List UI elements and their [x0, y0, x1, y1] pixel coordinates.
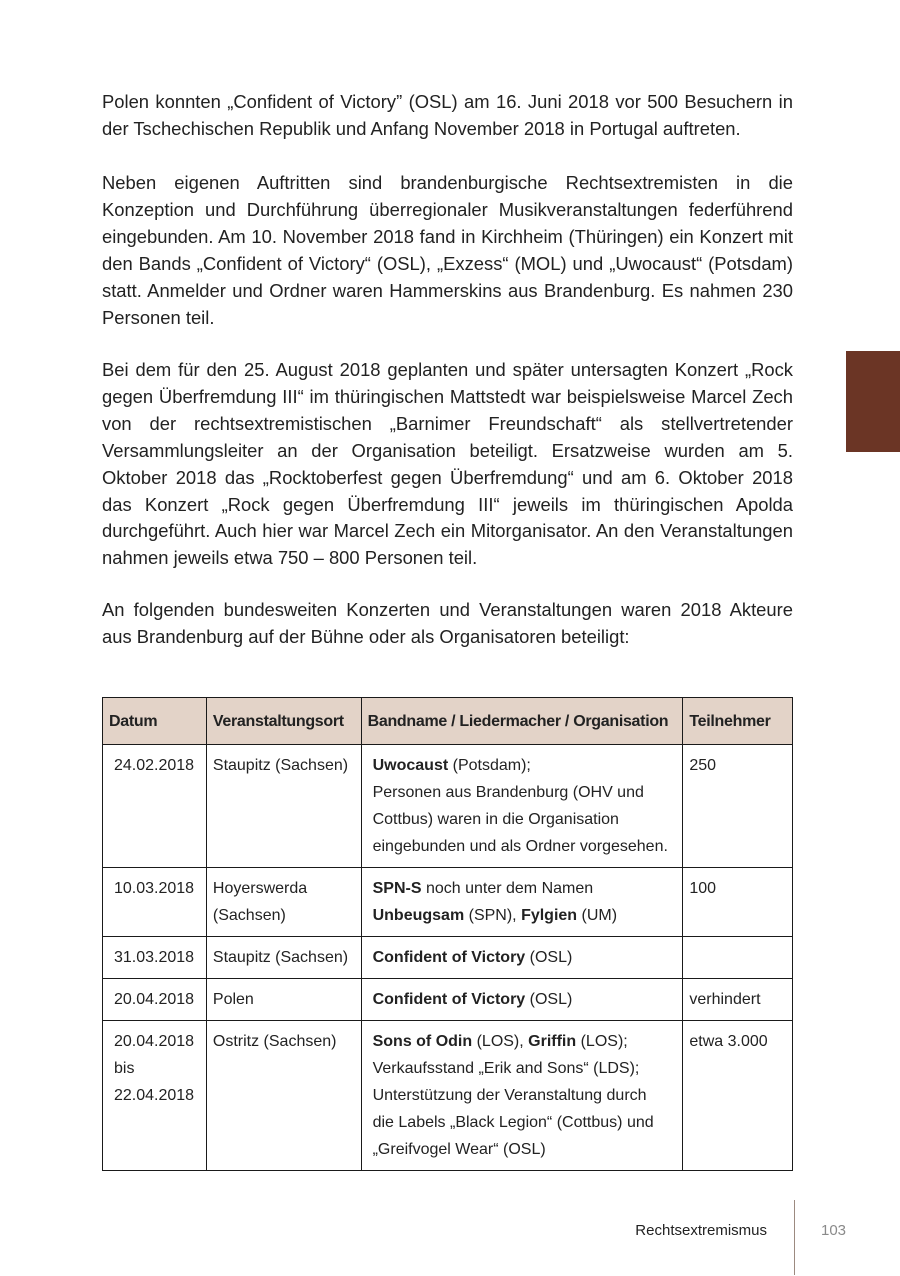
band-text: (OSL) [525, 949, 573, 966]
band-name: SPN-S [372, 880, 422, 897]
cell-ort [206, 745, 361, 868]
header-bandname: Bandname / Liedermacher / Organisation [361, 698, 683, 745]
cell-ort-line: (Sachsen) [212, 907, 286, 924]
band-text: (LOS); [576, 1033, 628, 1050]
paragraph-1: Polen konnten „Confident of Victory” (OSL) am 16. Juni 2018 vor 500 Besuchern in der Tschechischen Republik und Anfang November 2018 in Portugal auftreten. [102, 91, 793, 139]
cell-datum-line: 22.04.2018 [114, 1087, 195, 1104]
cell-band-line [373, 833, 675, 860]
cell-ort [206, 1021, 361, 1171]
cell-teilnehmer: etwa 3.000 [683, 1021, 793, 1171]
cell-band-line [373, 1055, 675, 1082]
table-row [103, 937, 793, 979]
header-datum: Datum [103, 698, 207, 745]
table-row [103, 979, 793, 1021]
cell-ort [206, 979, 361, 1021]
band-name: Confident of Victory [372, 991, 526, 1008]
table-row [103, 868, 793, 937]
band-text: (SPN), [464, 907, 522, 924]
cell-datum [103, 1021, 207, 1171]
cell-band-line [373, 779, 675, 806]
paragraph-3: Bei dem für den 25. August 2018 geplanten und später untersagten Konzert „Rock gegen Überfremdung III“ im thüringischen Mattstedt war beispielsweise Marcel Zech von der rechtsextremistischen „Barnimer Freundschaft“ als stellvertretender Versammlungsleiter an der Organisation beteiligt. Ersatzweise wurden am 5. Oktober 2018 das „Rocktoberfest gegen Überfremdung“ und am 6. Oktober 2018 das Konzert „Rock gegen Überfremdung III“ jeweils im thüringischen Apolda durchgeführt. Auch hier war Marcel Zech ein Mitorganisator. An den Veranstaltungen nahmen jeweils etwa 750 – 800 Personen teil. [102, 359, 793, 569]
table-row [103, 1021, 793, 1171]
band-text: Unterstützung der Veranstaltung durch [372, 1087, 647, 1104]
cell-ort-line: Staupitz (Sachsen) [212, 757, 349, 774]
table-body [103, 745, 793, 1171]
footer-divider [794, 1200, 795, 1275]
cell-datum [103, 745, 207, 868]
table-header-row [103, 698, 793, 745]
band-name: Griffin [528, 1033, 577, 1050]
cell-band-line [373, 944, 675, 971]
cell-band-line [373, 1136, 675, 1163]
cell-band [361, 868, 683, 937]
band-name: Fylgien [521, 907, 578, 924]
band-text: (UM) [577, 907, 618, 924]
footer-section-title: Rechtsextremismus [635, 1222, 767, 1239]
cell-band-line [373, 806, 675, 833]
cell-datum [103, 868, 207, 937]
cell-band-line [373, 1028, 675, 1055]
band-text: Verkaufsstand „Erik and Sons“ (LDS); [372, 1060, 640, 1077]
page-number: 103 [821, 1222, 847, 1239]
cell-band [361, 1021, 683, 1171]
cell-teilnehmer: 250 [683, 745, 793, 868]
cell-band [361, 979, 683, 1021]
cell-band-line [373, 752, 675, 779]
cell-ort-line: Ostritz (Sachsen) [212, 1033, 337, 1050]
cell-band-line [373, 986, 675, 1013]
band-text: Personen aus Brandenburg (OHV und [372, 784, 644, 801]
band-name: Confident of Victory [372, 949, 526, 966]
cell-band-line [373, 902, 675, 929]
table-row [103, 745, 793, 868]
cell-teilnehmer: 100 [683, 868, 793, 937]
cell-band [361, 745, 683, 868]
band-text: (Potsdam); [448, 757, 531, 774]
band-text: „Greifvogel Wear“ (OSL) [372, 1141, 546, 1158]
cell-band-line [373, 1109, 675, 1136]
header-teilnehmer: Teilnehmer [683, 698, 793, 745]
cell-ort-line: Polen [212, 991, 254, 1008]
cell-datum [103, 937, 207, 979]
cell-band-line [373, 875, 675, 902]
cell-datum-line: 20.04.2018 [114, 991, 195, 1008]
cell-ort [206, 937, 361, 979]
cell-datum-line: 20.04.2018 [114, 1033, 195, 1050]
band-name: Sons of Odin [372, 1033, 473, 1050]
cell-datum-line: 31.03.2018 [114, 949, 195, 966]
cell-datum-line: bis [114, 1060, 135, 1077]
paragraph-2: Neben eigenen Auftritten sind brandenburgische Rechtsextremisten in die Konzeption und Durchführung überregionaler Musikveranstaltungen federführend eingebunden. Am 10. November 2018 fand in Kirchheim (Thüringen) ein Konzert mit den Bands „Confident of Victory“ (OSL), „Exzess“ (MOL) und „Uwocaust“ (Potsdam) statt. Anmelder und Ordner waren Hammerskins aus Brandenburg. Es nahmen 230 Personen teil. [102, 172, 793, 328]
band-text: (LOS), [472, 1033, 529, 1050]
band-text: noch unter dem Namen [421, 880, 594, 897]
cell-datum-line: 24.02.2018 [114, 757, 195, 774]
cell-teilnehmer: verhindert [683, 979, 793, 1021]
cell-band [361, 937, 683, 979]
band-text: die Labels „Black Legion“ (Cottbus) und [372, 1114, 654, 1131]
band-text: Cottbus) waren in die Organisation [372, 811, 619, 828]
cell-datum [103, 979, 207, 1021]
cell-band-line [373, 1082, 675, 1109]
band-name: Uwocaust [372, 757, 449, 774]
cell-ort-line: Staupitz (Sachsen) [212, 949, 349, 966]
band-text: eingebunden und als Ordner vorgesehen. [372, 838, 668, 855]
cell-ort-line: Hoyerswerda [212, 880, 308, 897]
cell-datum-line: 10.03.2018 [114, 880, 195, 897]
paragraph-4: An folgenden bundesweiten Konzerten und Veranstaltungen waren 2018 Akteure aus Brandenburg auf der Bühne oder als Organisatoren beteiligt: [102, 599, 793, 647]
events-table [102, 697, 793, 1171]
band-name: Unbeugsam [372, 907, 465, 924]
band-text: (OSL) [525, 991, 573, 1008]
cell-teilnehmer [683, 937, 793, 979]
chapter-side-tab [846, 351, 900, 452]
header-veranstaltungsort: Veranstaltungsort [206, 698, 361, 745]
cell-ort [206, 868, 361, 937]
